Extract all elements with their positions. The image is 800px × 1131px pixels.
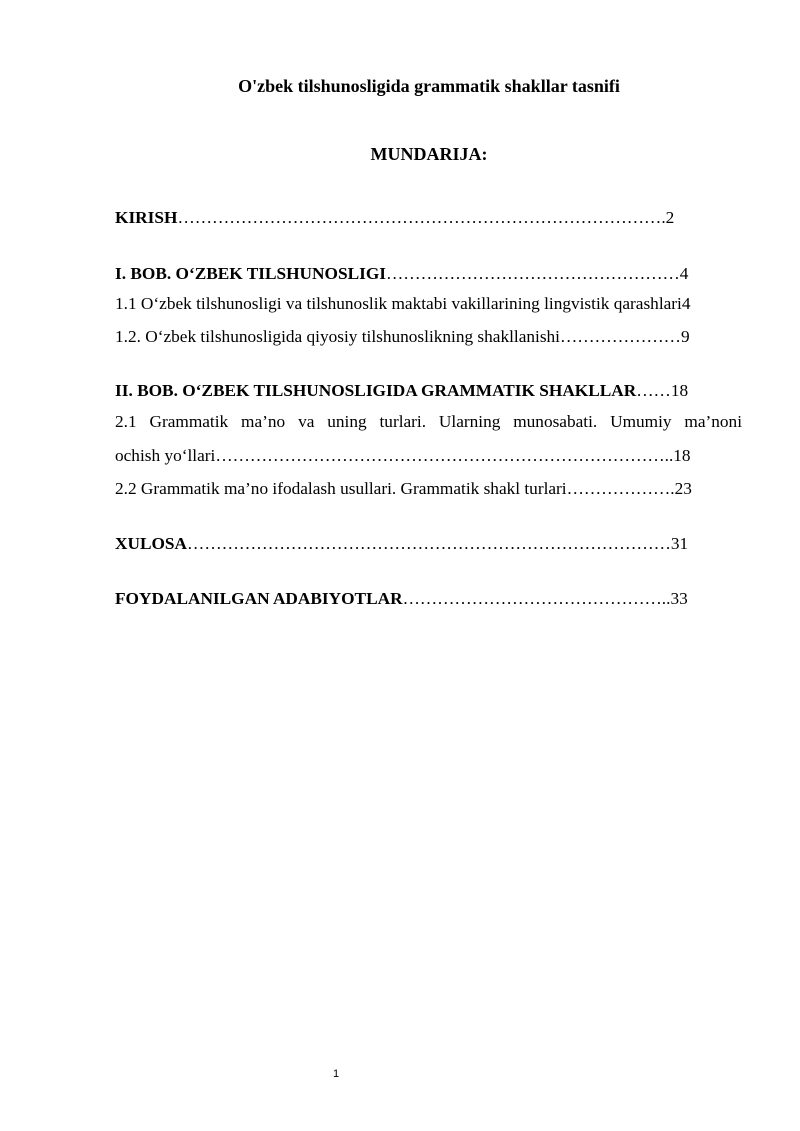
toc-entry-text: 2.2 Grammatik ma’no ifodalash usullari. Grammatik shakl turlari <box>115 479 567 498</box>
toc-entry-section-1-2 <box>115 325 742 349</box>
toc-entry-chapter-2 <box>115 379 742 403</box>
toc-page-number: 4 <box>681 294 691 313</box>
toc-entry-label: I. BOB. O‘ZBEK TILSHUNOSLIGI <box>115 264 386 283</box>
toc-page-number: 33 <box>670 589 688 608</box>
toc-leader: ………………. <box>566 479 675 498</box>
toc-leader: …… <box>636 381 671 400</box>
toc-entry-section-2-1-line1: 2.1 Grammatik ma’no va uning turlari. Ularning munosabati. Umumiy ma’noni <box>115 412 742 431</box>
toc-entry-text: 1.2. O‘zbek tilshunosligida qiyosiy tilshunoslikning shakllanishi <box>115 327 560 346</box>
toc-entry-xulosa <box>115 532 742 556</box>
toc-entry-section-1-1 <box>115 292 742 316</box>
toc-page-number: 18 <box>673 446 691 465</box>
toc-entry-references <box>115 587 742 611</box>
toc-entry-text: 1.1 O‘zbek tilshunosligi va tilshunoslik maktabi vakillarining lingvistik qarashlari <box>115 294 682 313</box>
toc-entry-section-2-2 <box>115 477 742 501</box>
toc-entry-kirish <box>115 206 742 230</box>
toc-page-number: 23 <box>674 479 692 498</box>
toc-leader: ………………… <box>559 327 681 346</box>
toc-leader: ……………………………………….. <box>402 589 671 608</box>
toc-entry-label: II. BOB. O‘ZBEK TILSHUNOSLIGIDA GRAMMATIK SHAKLLAR <box>115 381 637 400</box>
toc-leader: …………………………………………………………………………. <box>177 208 666 227</box>
toc-heading: MUNDARIJA: <box>370 144 488 164</box>
toc-leader: …………………………………………………………………….. <box>215 446 674 465</box>
toc-leader: …………………………………………… <box>386 264 680 283</box>
toc-page-number: 31 <box>670 534 689 553</box>
toc-entry-chapter-1 <box>115 262 742 286</box>
toc-page-number: 9 <box>680 327 690 346</box>
toc-entry-section-2-1-line2 <box>115 444 742 468</box>
toc-page-number: 18 <box>670 381 689 400</box>
toc-entry-label: FOYDALANILGAN ADABIYOTLAR <box>115 589 403 608</box>
page-number: 1 <box>332 1068 340 1080</box>
toc-entry-label: XULOSA <box>115 534 188 553</box>
toc-page-number: 4 <box>679 264 689 283</box>
toc-entry-text: ochish yo‘llari <box>115 446 216 465</box>
document-title: O'zbek tilshunosligida grammatik shakllar tasnifi <box>238 76 620 96</box>
toc-page-number: 2 <box>665 208 675 227</box>
toc-entry-label: KIRISH <box>115 208 178 227</box>
toc-leader: ………………………………………………………………………… <box>187 534 671 553</box>
